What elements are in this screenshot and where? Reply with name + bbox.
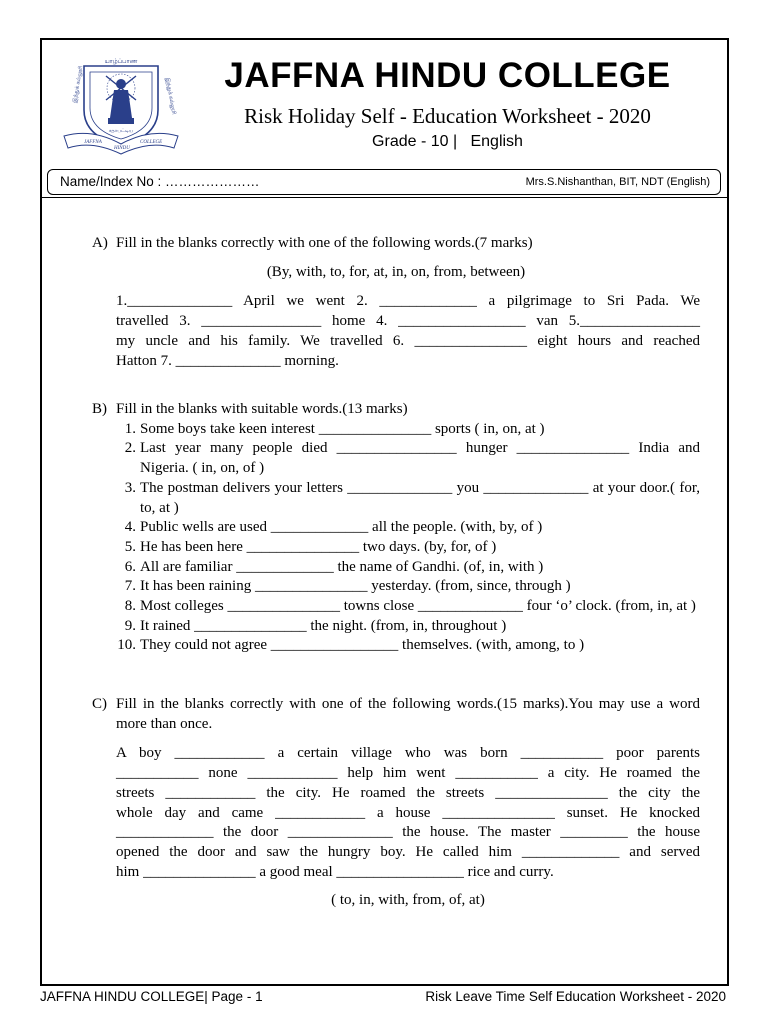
name-index-label: Name/Index No : …………………	[60, 174, 260, 189]
crest-side-text-left: இந்துக் கல்லூரி	[72, 65, 85, 104]
footer-right: Risk Leave Time Self Education Worksheet - 2020	[425, 989, 726, 1004]
passage-line: him _______________ a good meal _________________ rice and curry.	[116, 863, 554, 880]
crest-scroll-left: JAFFNA	[84, 140, 102, 145]
section-c-passage	[92, 744, 700, 882]
section-c-word-bank: ( to, in, with, from, of, at)	[331, 892, 485, 909]
passage-line: whole day and came ____________ a house _______________ sunset. He knocked	[116, 804, 700, 821]
section-c-instruction: Fill in the blanks correctly with one of the following words.(15 marks).You may use a word more than once.	[116, 696, 700, 732]
passage-line: _____________ the door ______________ the house. The master _________ the house	[116, 824, 700, 841]
passage-line: my uncle and his family. We travelled 6. _______________ eight hours and reached	[116, 332, 700, 349]
question-item: 4. Public wells are used _____________ all the people. (with, by, of )	[124, 519, 543, 536]
footer-left: JAFFNA HINDU COLLEGE| Page - 1	[40, 989, 263, 1004]
passage-line: travelled 3. ________________ home 4. _________________ van 5.________________	[116, 313, 700, 330]
name-index-box	[47, 169, 721, 195]
section-a-word-bank: (By, with, to, for, at, in, on, from, between)	[266, 263, 526, 280]
question-item: 8. Most colleges _______________ towns close ______________ four ‘o’ clock. (from, in, at )	[124, 598, 696, 615]
section-b-label: B)	[92, 401, 107, 417]
section-a-label: A)	[92, 235, 108, 251]
header-divider	[42, 197, 727, 198]
section-c	[92, 695, 700, 911]
crest-side-text-right: இந்துக் கல்லூரி	[164, 77, 177, 116]
passage-line: streets ____________ the city. He roamed the streets _______________ the city the	[116, 784, 700, 801]
crest-motto: சதாபட்டிய	[108, 129, 134, 134]
question-item: 9. It rained _______________ the night. (from, in, throughout )	[124, 617, 507, 634]
section-a-instruction: Fill in the blanks correctly with one of the following words.(7 marks)	[116, 235, 533, 251]
question-item: 1. Some boys take keen interest _______________ sports ( in, on, at )	[124, 420, 545, 437]
passage-line: ___________ none ____________ help him went ___________ a city. He roamed the	[116, 765, 700, 782]
section-a-passage	[92, 292, 700, 371]
section-b	[92, 400, 700, 656]
question-item: 5. He has been here _______________ two days. (by, for, of )	[124, 538, 497, 555]
passage-line: 1.______________ April we went 2. _____________ a pilgrimage to Sri Pada. We	[116, 293, 700, 310]
passage-line: Hatton 7. ______________ morning.	[116, 352, 339, 369]
section-c-label: C)	[92, 696, 107, 712]
school-name: JAFFNA HINDU COLLEGE	[224, 56, 671, 95]
crest-scroll-mid: HINDU	[114, 146, 130, 151]
passage-line: opened the door and saw the hungry boy. He called him _____________ and served	[116, 843, 700, 860]
college-crest-logo	[62, 48, 180, 156]
crest-top-text: யாழ்ப்பாண	[104, 59, 138, 65]
section-b-instruction: Fill in the blanks with suitable words.(13 marks)	[116, 401, 408, 417]
section-a	[92, 234, 700, 371]
question-item: 10. They could not agree _________________ themselves. (with, among, to )	[117, 637, 585, 654]
worksheet-title: Risk Holiday Self - Education Worksheet - 2020	[244, 104, 651, 128]
question-item: 7. It has been raining _______________ yesterday. (from, since, through )	[124, 578, 571, 595]
teacher-credit: Mrs.S.Nishanthan, BIT, NDT (English)	[525, 176, 710, 188]
question-item: 3. The postman delivers your letters ______________ you ______________ at your door.( for, to, at )	[124, 479, 700, 516]
question-item: 6. All are familiar _____________ the name of Gandhi. (of, in, with )	[124, 558, 544, 575]
section-b-questions	[92, 420, 700, 656]
grade-subject: Grade - 10 | English	[372, 133, 523, 150]
passage-line: A boy ____________ a certain village who was born ___________ poor parents	[116, 745, 700, 762]
crest-scroll-right: COLLEGE	[140, 140, 163, 145]
question-item: 2. Last year many people died ________________ hunger _______________ India and Nigeria. ( in, on, of )	[124, 440, 700, 477]
